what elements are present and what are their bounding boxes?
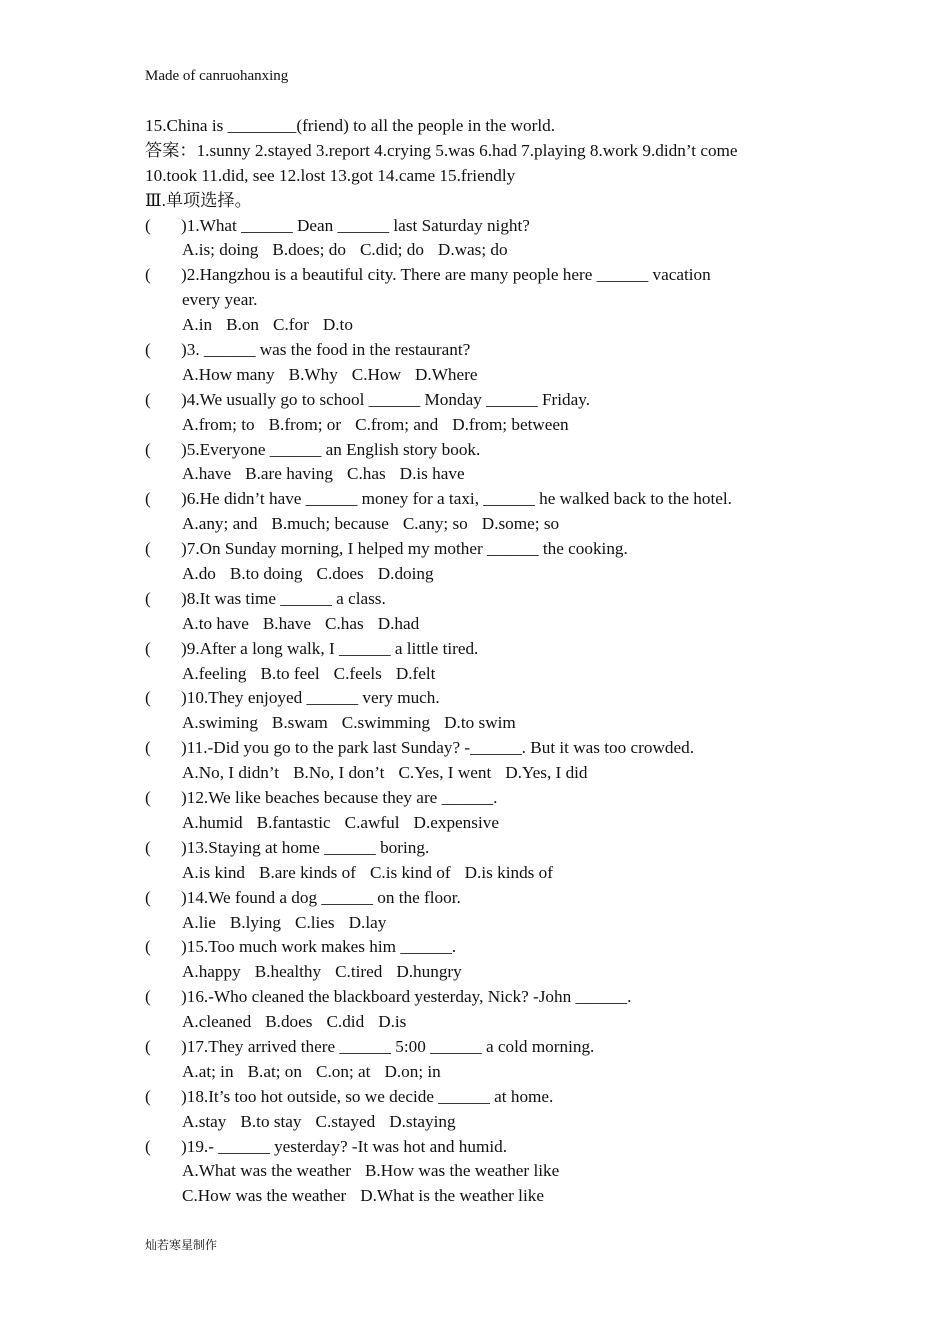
question-text: )8.It was time ______ a class. — [181, 588, 386, 608]
question-stem — [145, 1135, 835, 1160]
option-row — [145, 811, 835, 836]
answer-option: B.Why — [288, 364, 338, 384]
answer-blank: ( — [145, 340, 151, 360]
answer-option: D.What is the weather like — [360, 1186, 544, 1206]
answer-blank: ( — [145, 937, 151, 957]
option-row — [145, 662, 835, 687]
answer-option: A.feeling — [182, 663, 247, 683]
option-row — [145, 363, 835, 388]
question-text: )11.-Did you go to the park last Sunday? -______. But it was too crowded. — [181, 738, 694, 758]
option-row — [145, 1110, 835, 1135]
answer-option: C.tired — [335, 962, 383, 982]
answer-option: C.did — [326, 1012, 365, 1032]
answer-blank: ( — [145, 688, 151, 708]
option-row — [145, 761, 835, 786]
option-row — [145, 562, 835, 587]
answer-blank: ( — [145, 987, 151, 1007]
answer-option: B.does; do — [272, 240, 346, 260]
answer-option: D.was; do — [437, 240, 508, 260]
answer-option: B.on — [226, 315, 260, 335]
question-stem — [145, 388, 835, 413]
answer-option: A.lie — [182, 912, 216, 932]
question-text: )6.He didn’t have ______ money for a taxi, ______ he walked back to the hotel. — [181, 489, 732, 509]
answer-blank: ( — [145, 1036, 151, 1056]
answer-blank: ( — [145, 439, 151, 459]
answer-option: B.healthy — [254, 962, 322, 982]
answer-option: C.How — [351, 364, 401, 384]
answer-key-line: 答案：1.sunny 2.stayed 3.report 4.crying 5.was 6.had 7.playing 8.work 9.didn’t come — [145, 140, 738, 160]
answer-blank: ( — [145, 1086, 151, 1106]
question-text: )15.Too much work makes him ______. — [181, 937, 457, 957]
answer-blank: ( — [145, 1136, 151, 1156]
question-stem — [145, 587, 835, 612]
question-stem — [145, 786, 835, 811]
answer-option: B.fantastic — [256, 812, 331, 832]
answer-option: D.from; between — [452, 414, 569, 434]
option-row — [145, 1159, 835, 1184]
answer-option: D.to swim — [444, 713, 516, 733]
answer-option: B.are having — [245, 464, 333, 484]
answer-option: A.any; and — [182, 514, 258, 534]
question-stem — [145, 985, 835, 1010]
option-row — [145, 960, 835, 985]
answer-option: B.to doing — [229, 564, 303, 584]
answer-option: C.Yes, I went — [398, 763, 492, 783]
question-stem — [145, 438, 835, 463]
answer-blank: ( — [145, 215, 151, 235]
answer-option: B.are kinds of — [259, 862, 356, 882]
question-stem — [145, 886, 835, 911]
answer-option: D.Where — [414, 364, 478, 384]
answer-option: A.happy — [182, 962, 241, 982]
question-stem — [145, 637, 835, 662]
answer-option: A.How many — [182, 364, 275, 384]
question-text: )5.Everyone ______ an English story book. — [181, 439, 481, 459]
answer-blank: ( — [145, 389, 151, 409]
answer-option: C.stayed — [315, 1111, 376, 1131]
answer-option: B.swam — [271, 713, 328, 733]
answer-option: A.at; in — [182, 1061, 234, 1081]
question-stem — [145, 338, 835, 363]
answer-option: C.for — [273, 315, 309, 335]
question-stem — [145, 487, 835, 512]
answer-option: D.is kinds of — [464, 862, 553, 882]
answer-key-line: 10.took 11.did, see 12.lost 13.got 14.came 15.friendly — [145, 165, 516, 185]
answer-option: A.is; doing — [182, 240, 259, 260]
question-stem — [145, 537, 835, 562]
question-text: )1.What ______ Dean ______ last Saturday night? — [181, 215, 530, 235]
option-row — [145, 462, 835, 487]
answer-option: D.hungry — [396, 962, 462, 982]
answer-option: A.is kind — [182, 862, 246, 882]
answer-option: A.humid — [182, 812, 243, 832]
answer-option: A.in — [182, 315, 213, 335]
question-text: )9.After a long walk, I ______ a little tired. — [181, 638, 479, 658]
answer-option: C.awful — [344, 812, 400, 832]
answer-option: C.any; so — [402, 514, 468, 534]
page-header: Made of canruohanxing — [145, 68, 289, 84]
answer-option: D.some; so — [481, 514, 560, 534]
answer-blank: ( — [145, 588, 151, 608]
question-text: )18.It’s too hot outside, so we decide ______ at home. — [181, 1086, 554, 1106]
answer-option: A.swiming — [182, 713, 258, 733]
answer-option: D.is — [378, 1012, 407, 1032]
option-row — [145, 612, 835, 637]
answer-option: B.lying — [229, 912, 281, 932]
answer-option: B.to stay — [240, 1111, 302, 1131]
answer-option: D.on; in — [384, 1061, 441, 1081]
question-text: )7.On Sunday morning, I helped my mother ______ the cooking. — [181, 539, 628, 559]
answer-option: C.has — [325, 613, 364, 633]
option-row — [145, 512, 835, 537]
answer-option: D.lay — [348, 912, 387, 932]
option-row — [145, 861, 835, 886]
question-list — [145, 214, 835, 1210]
question-text: )13.Staying at home ______ boring. — [181, 837, 430, 857]
answer-blank: ( — [145, 638, 151, 658]
answer-blank: ( — [145, 489, 151, 509]
question-stem — [145, 736, 835, 761]
text-line: 15.China is ________(friend) to all the people in the world. — [145, 116, 556, 135]
question-text: )2.Hangzhou is a beautiful city. There are many people here ______ vacation — [181, 265, 711, 285]
answer-blank: ( — [145, 788, 151, 808]
option-row — [145, 1184, 835, 1209]
question-text: )3. ______ was the food in the restaurant? — [181, 340, 471, 360]
question-stem — [145, 263, 835, 288]
answer-option: C.swimming — [341, 713, 431, 733]
answer-blank: ( — [145, 265, 151, 285]
answer-option: C.How was the weather — [182, 1186, 347, 1206]
answer-option: C.from; and — [355, 414, 439, 434]
answer-option: B.to feel — [260, 663, 320, 683]
answer-option: D.is have — [399, 464, 465, 484]
answer-option: A.to have — [182, 613, 249, 633]
question-text: )10.They enjoyed ______ very much. — [181, 688, 440, 708]
document-body — [145, 114, 835, 1209]
answer-option: B.How was the weather like — [364, 1161, 560, 1181]
answer-option: D.felt — [395, 663, 436, 683]
answer-option: C.on; at — [316, 1061, 371, 1081]
answer-option: C.feels — [333, 663, 382, 683]
answer-option: B.much; because — [271, 514, 389, 534]
answer-option: B.from; or — [268, 414, 342, 434]
answer-blank: ( — [145, 887, 151, 907]
answer-option: D.expensive — [413, 812, 499, 832]
answer-blank: ( — [145, 738, 151, 758]
answer-option: A.No, I didn’t — [182, 763, 280, 783]
answer-option: B.No, I don’t — [293, 763, 385, 783]
question-text: )19.- ______ yesterday? -It was hot and humid. — [181, 1136, 508, 1156]
question-text: )16.-Who cleaned the blackboard yesterday, Nick? -John ______. — [181, 987, 632, 1007]
option-row — [145, 711, 835, 736]
question-stem — [145, 1035, 835, 1060]
question-stem — [145, 686, 835, 711]
answer-option: C.is kind of — [369, 862, 451, 882]
question-text: )12.We like beaches because they are ______. — [181, 788, 498, 808]
section-heading: Ⅲ.单项选择。 — [145, 190, 252, 210]
option-row — [145, 313, 835, 338]
answer-option: B.at; on — [247, 1061, 302, 1081]
answer-option: C.did; do — [359, 240, 424, 260]
answer-blank: ( — [145, 539, 151, 559]
answer-option: A.do — [182, 564, 216, 584]
option-row — [145, 238, 835, 263]
question-text: )4.We usually go to school ______ Monday ______ Friday. — [181, 389, 591, 409]
answer-blank: ( — [145, 837, 151, 857]
answer-option: A.stay — [182, 1111, 227, 1131]
option-row — [145, 1060, 835, 1085]
question-text: )14.We found a dog ______ on the floor. — [181, 887, 461, 907]
answer-option: A.from; to — [182, 414, 255, 434]
answer-option: A.cleaned — [182, 1012, 252, 1032]
answer-option: B.have — [262, 613, 312, 633]
answer-option: D.had — [377, 613, 420, 633]
question-text-continued: every year. — [182, 290, 258, 310]
option-row — [145, 1010, 835, 1035]
question-stem — [145, 214, 835, 239]
question-stem — [145, 836, 835, 861]
answer-option: D.to — [322, 315, 353, 335]
answer-option: B.does — [265, 1012, 313, 1032]
answer-option: C.has — [346, 464, 386, 484]
question-text: )17.They arrived there ______ 5:00 ______ a cold morning. — [181, 1036, 595, 1056]
answer-option: C.does — [316, 564, 364, 584]
question-stem — [145, 1085, 835, 1110]
answer-option: D.Yes, I did — [505, 763, 588, 783]
page-footer: 灿若寒星制作 — [145, 1238, 218, 1252]
answer-option: A.What was the weather — [182, 1161, 351, 1181]
option-row — [145, 911, 835, 936]
answer-option: C.lies — [294, 912, 335, 932]
answer-option: D.staying — [389, 1111, 456, 1131]
answer-option: D.doing — [377, 564, 434, 584]
answer-option: A.have — [182, 464, 232, 484]
option-row — [145, 413, 835, 438]
question-stem — [145, 935, 835, 960]
